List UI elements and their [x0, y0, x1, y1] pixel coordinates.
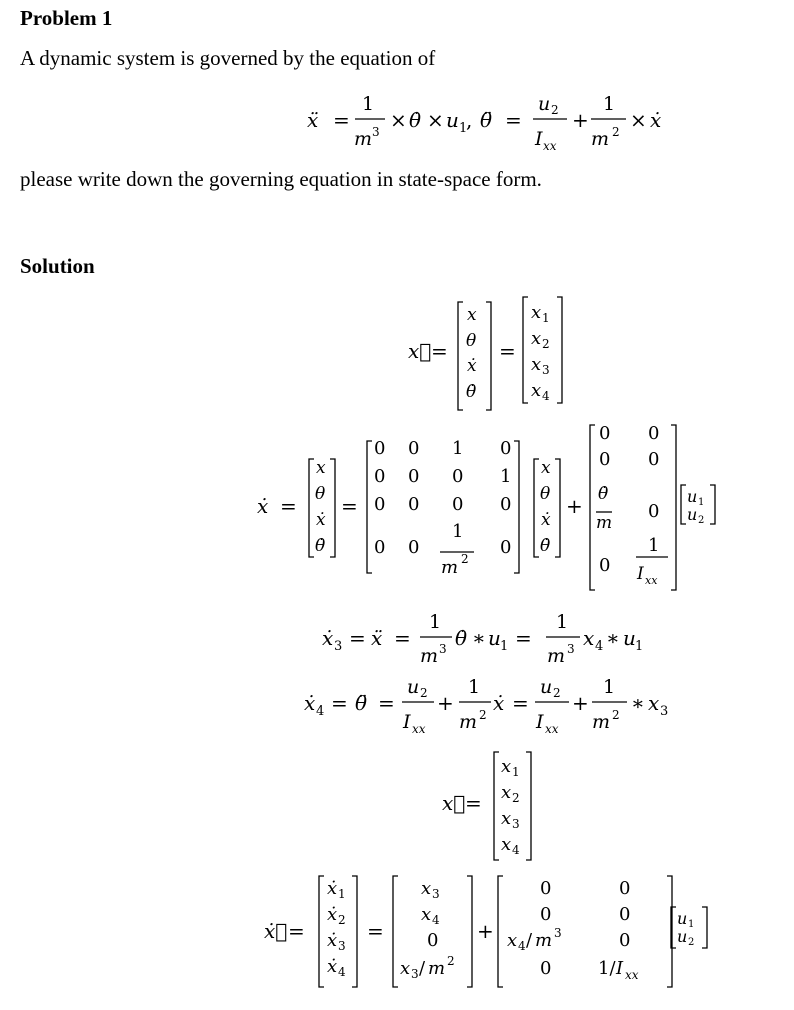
svg-text:x: x [541, 458, 551, 478]
svg-text:0: 0 [599, 423, 611, 444]
svg-text:0: 0 [408, 537, 420, 558]
svg-text:1: 1 [603, 676, 616, 698]
svg-text:θ̇: θ̇ [455, 626, 468, 650]
svg-text:×: × [390, 108, 407, 132]
svg-text:m: m [592, 711, 611, 733]
svg-text:1: 1 [500, 639, 509, 654]
svg-text:0: 0 [427, 930, 439, 951]
svg-text:θ̈: θ̈ [355, 691, 368, 715]
svg-text:u: u [538, 93, 551, 115]
svg-text:0: 0 [452, 466, 464, 487]
problem-heading: Problem 1 [20, 6, 113, 30]
svg-text:ẋ: ẋ [541, 510, 551, 530]
svg-text:u: u [540, 676, 553, 698]
svg-text:m: m [547, 645, 566, 667]
svg-text:0: 0 [374, 494, 386, 515]
svg-text:=: = [465, 791, 482, 815]
svg-text:ẋ: ẋ [650, 108, 662, 132]
svg-text:ẋ: ẋ [327, 930, 338, 951]
svg-text:ẋ: ẋ [257, 494, 269, 518]
svg-text:x: x [501, 808, 512, 829]
svg-text:4: 4 [542, 389, 550, 403]
svg-text:2: 2 [447, 954, 455, 968]
svg-text:1: 1 [648, 535, 660, 556]
svg-text:2: 2 [420, 686, 428, 700]
svg-text:θ: θ [466, 331, 477, 351]
svg-text:xx: xx [625, 968, 639, 982]
svg-text:1: 1 [362, 93, 375, 115]
svg-text:θ̇: θ̇ [598, 484, 609, 504]
svg-text:0: 0 [648, 501, 660, 522]
svg-text:x: x [400, 958, 411, 979]
svg-text:=: = [331, 691, 348, 715]
svg-text:3: 3 [512, 817, 520, 831]
svg-text:I: I [535, 128, 543, 150]
svg-text:0: 0 [408, 438, 420, 459]
solution-heading: Solution [20, 254, 95, 278]
svg-text:3: 3 [372, 125, 380, 139]
svg-text:1: 1 [635, 639, 644, 654]
svg-text:1: 1 [468, 676, 481, 698]
svg-text:m: m [354, 128, 373, 150]
svg-text:0: 0 [500, 438, 512, 459]
svg-text:×: × [630, 108, 647, 132]
svg-text:x⃗: x⃗ [408, 339, 432, 363]
svg-text:=: = [367, 919, 384, 943]
svg-text:0: 0 [374, 466, 386, 487]
svg-text:x: x [583, 626, 595, 650]
svg-text:+: + [477, 919, 494, 943]
svg-text:0: 0 [599, 449, 611, 470]
svg-text:=: = [280, 494, 297, 518]
svg-text:1: 1 [603, 93, 616, 115]
svg-text:θ̇: θ̇ [315, 536, 326, 556]
svg-text:∗: ∗ [631, 691, 645, 715]
svg-text:=: = [512, 691, 529, 715]
svg-text:xx: xx [645, 574, 658, 587]
svg-text:2: 2 [542, 337, 550, 351]
svg-text:=: = [515, 626, 532, 650]
svg-text:=: = [288, 919, 305, 943]
svg-text:ẋ: ẋ [327, 878, 338, 899]
svg-text:x: x [467, 305, 477, 325]
svg-text:m: m [596, 513, 613, 533]
svg-text:4: 4 [432, 913, 440, 927]
svg-text:3: 3 [432, 887, 440, 901]
svg-text:1: 1 [542, 311, 550, 325]
svg-text:3: 3 [660, 704, 669, 719]
svg-text:=: = [499, 339, 516, 363]
svg-text:ẋ: ẋ [467, 356, 477, 376]
svg-text:0: 0 [408, 466, 420, 487]
svg-text:m: m [441, 557, 459, 578]
svg-text:θ̇: θ̇ [540, 536, 551, 556]
svg-text:2: 2 [612, 125, 620, 139]
svg-text:0: 0 [599, 555, 611, 576]
svg-text:=: = [431, 339, 448, 363]
svg-text:0: 0 [500, 494, 512, 515]
svg-text:1: 1 [459, 121, 468, 136]
svg-text:x: x [421, 904, 432, 925]
svg-text:θ̈: θ̈ [480, 108, 493, 132]
svg-text:∗: ∗ [606, 626, 620, 650]
svg-text:0: 0 [374, 537, 386, 558]
svg-text:m: m [420, 645, 439, 667]
svg-text:2: 2 [479, 708, 487, 722]
svg-text:2: 2 [338, 913, 346, 927]
svg-text:+: + [437, 691, 454, 715]
svg-text:ẍ: ẍ [371, 626, 383, 650]
svg-text:=: = [333, 108, 350, 132]
svg-text:x: x [501, 782, 512, 803]
svg-text:u: u [446, 108, 459, 132]
svg-text:∗: ∗ [472, 626, 486, 650]
svg-text:θ̇: θ̇ [466, 382, 477, 402]
svg-text:2: 2 [512, 791, 520, 805]
svg-text:u: u [677, 909, 688, 928]
svg-text:3: 3 [411, 967, 419, 981]
svg-text:u: u [677, 927, 688, 946]
svg-text:ẋ: ẋ [493, 691, 505, 715]
svg-text:x: x [531, 328, 542, 349]
svg-text:0: 0 [619, 904, 631, 925]
svg-text:3: 3 [567, 642, 575, 656]
svg-text:1: 1 [512, 765, 520, 779]
svg-text:1: 1 [688, 919, 695, 930]
svg-text:x: x [648, 691, 660, 715]
svg-text:θ: θ [315, 484, 326, 504]
svg-text:1: 1 [556, 611, 569, 633]
svg-text:4: 4 [595, 639, 604, 654]
svg-text:,: , [466, 108, 473, 132]
svg-text:0: 0 [619, 878, 631, 899]
svg-text:2: 2 [553, 686, 561, 700]
svg-text:x: x [507, 930, 518, 951]
svg-text:0: 0 [540, 958, 552, 979]
svg-text:ẋ: ẋ [304, 691, 316, 715]
svg-text:3: 3 [338, 939, 346, 953]
svg-text:ẋ: ẋ [327, 956, 338, 977]
svg-text:1/: 1/ [598, 958, 616, 979]
svg-text:u: u [687, 505, 698, 524]
svg-text:u: u [687, 487, 698, 506]
svg-text:3: 3 [542, 363, 550, 377]
svg-text:=: = [349, 626, 366, 650]
svg-text:0: 0 [374, 438, 386, 459]
svg-text:I: I [616, 958, 624, 979]
svg-text:u: u [623, 626, 636, 650]
svg-text:ẋ: ẋ [316, 510, 326, 530]
svg-text:1: 1 [338, 887, 346, 901]
svg-text:2: 2 [461, 552, 469, 566]
svg-text:u: u [407, 676, 420, 698]
problem-statement: A dynamic system is governed by the equation of [20, 46, 436, 70]
svg-text:x⃗: x⃗ [442, 791, 466, 815]
svg-text:4: 4 [518, 939, 526, 953]
svg-text:I: I [403, 711, 411, 733]
svg-text:0: 0 [452, 494, 464, 515]
svg-text:4: 4 [316, 704, 325, 719]
svg-text:x: x [531, 354, 542, 375]
svg-text:0: 0 [648, 449, 660, 470]
svg-text:1: 1 [452, 438, 464, 459]
svg-text:I: I [637, 564, 644, 584]
svg-text:2: 2 [688, 937, 695, 948]
svg-text:+: + [572, 691, 589, 715]
svg-text:x: x [316, 458, 326, 478]
svg-text:4: 4 [338, 965, 346, 979]
svg-text:+: + [572, 108, 589, 132]
svg-text:ẍ: ẍ [307, 108, 319, 132]
svg-text:×: × [427, 108, 444, 132]
svg-text:ẋ⃗: ẋ⃗ [264, 919, 288, 943]
svg-text:xx: xx [545, 722, 559, 736]
svg-text:m: m [591, 128, 610, 150]
svg-text:+: + [566, 494, 583, 518]
svg-text:u: u [488, 626, 501, 650]
svg-text:=: = [505, 108, 522, 132]
svg-text:m: m [459, 711, 478, 733]
svg-text:2: 2 [551, 103, 559, 117]
svg-text:x: x [501, 756, 512, 777]
svg-text:I: I [536, 711, 544, 733]
svg-text:1: 1 [452, 521, 464, 542]
svg-text:/: / [419, 958, 426, 979]
svg-text:/: / [526, 930, 533, 951]
svg-text:m: m [535, 930, 553, 951]
svg-text:1: 1 [500, 466, 512, 487]
svg-text:3: 3 [439, 642, 447, 656]
svg-text:2: 2 [612, 708, 620, 722]
svg-text:ẋ: ẋ [322, 626, 334, 650]
svg-text:x: x [531, 380, 542, 401]
svg-text:m: m [428, 958, 446, 979]
svg-text:x: x [531, 302, 542, 323]
svg-text:4: 4 [512, 843, 520, 857]
svg-text:2: 2 [698, 515, 705, 526]
svg-text:0: 0 [500, 537, 512, 558]
svg-text:1: 1 [698, 497, 705, 508]
svg-text:0: 0 [648, 423, 660, 444]
svg-text:x: x [421, 878, 432, 899]
svg-text:xx: xx [412, 722, 426, 736]
svg-text:3: 3 [554, 926, 562, 940]
svg-text:0: 0 [408, 494, 420, 515]
svg-text:x: x [501, 834, 512, 855]
svg-text:1: 1 [429, 611, 442, 633]
svg-text:=: = [341, 494, 358, 518]
svg-text:3: 3 [334, 639, 343, 654]
svg-text:θ̇: θ̇ [409, 108, 422, 132]
svg-text:xx: xx [543, 139, 557, 153]
svg-text:0: 0 [540, 878, 552, 899]
svg-text:0: 0 [540, 904, 552, 925]
svg-text:θ: θ [540, 484, 551, 504]
svg-text:=: = [378, 691, 395, 715]
svg-text:ẋ: ẋ [327, 904, 338, 925]
problem-request: please write down the governing equation in state-space form. [20, 167, 542, 191]
svg-text:0: 0 [619, 930, 631, 951]
svg-text:=: = [394, 626, 411, 650]
